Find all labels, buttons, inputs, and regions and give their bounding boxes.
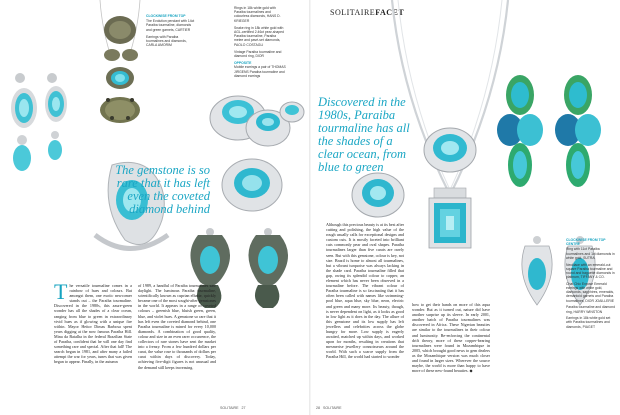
- caption-opposite: Mobile earrings a pair of THOMAS JIRGENS Paraiba tourmaline and diamond earrings: [234, 65, 286, 78]
- left-body-col2: of 1989, a handful of Paraiba tourmalines saw daylight. The luminous Paraiba tourmaline, scientifically known as cuprian elbaite, quickly became one of the most sought-after gemstones in the world. It appears in a range of coveted colours – greenish blue, bluish green, green, blue, and violet hues. A gemstone so rare that it has left even the coveted diamond behind, one Paraiba tourmaline is mined for every 10,000 diamonds. A combination of good quality, colour and size in an even rarer occurrence, the collectors of rare stones have sent the market into a frenzy. From a few hundred dollars per carat, the value rose to thousands of dollars per carat within days of discovery. Today, achieving five-digit figures is not unusual and the demand still keeps increasing.: [138, 283, 216, 370]
- caption-dior-joaillerie: Chat Chic Expose Emerald earrings with white gold, diamonds, sapphires, emeralds, demantoid garnets and Paraiba tourmalines, DIOR JOAILLERIE: [566, 281, 615, 303]
- end-mark-icon: ◆: [469, 368, 473, 374]
- right-caption-heading: CLOCKWISE FROM TOP CENTRE: [566, 238, 606, 247]
- section-header: SOLITAIREFACET: [330, 8, 405, 17]
- right-captions: [566, 238, 616, 329]
- right-body-col2: how to get their hands on more of this aqua wonder. But as it turned out, nature did have another surprise up its sleeve. In early 2001, another batch of Paraiba tourmalines was discovered in Africa. These Nigerian beauties are similar to the tourmalines in their colour and luminosity. Re-enforcing the continental drift theory, more of these copper-bearing tourmalines were found in Mozambique in 2005, which brought good news to gem dealers as the Mozambique version was much closer and found in larger sizes. Wherever the source maybe, the world is more than happy to have more of these new-found beauties. ◆: [412, 302, 490, 374]
- caption-piaget: Earrings in 18k white gold set with Paraiba tourmalines and diamonds, PIAGET: [566, 316, 611, 329]
- caption-paolo-costagli: Snake ring in 18k white gold with AGL-certified 2.46ct pear-shaped Paraiba tourmaline, Paraiba melee and pavé-set diamonds, PAOLO COSTAGLI: [234, 25, 284, 47]
- caption-opposite-heading: OPPOSITE: [234, 61, 252, 66]
- caption-hans-krieger: Rings in 18k white gold with Paraiba tourmalines and colourless diamonds, HANS D. KRIEGER: [234, 6, 281, 23]
- right-folio: 28 SOLITAIRE: [316, 406, 342, 410]
- caption-dior: Vintage Paraiba tourmaline and diamond ring, DIOR: [234, 49, 282, 59]
- left-body-col1: The versatile tourmaline comes in a rainbow of hues and colours. But amongst them, one exotic newcomer stands out – the Paraiba tourmaline. Discovered in the 1980s, this azure-green wonder has all the shades of a clear ocean, ranging from blue to green in extraordinary vivid hues as if glowing with a unique fire within. Mayor Heitor Dimas Barbosa spent years digging at the now famous Paraiba Hill. Mina da Batalha in the federal Brazilian State of Paraiba, confident that he will one day find something rare and special. After that fall! The search began in 1981, and after many a failed attempt the war for years, tunes that was given began to appear. Finally, in the autumn: [54, 279, 132, 365]
- caption-tiffany: Necklace with an emerald-cut square Paraiba tourmaline and round and baguette diamonds in platinum, TIFFANY & CO.: [566, 262, 615, 280]
- caption-heading: CLOCKWISE FROM TOP: [146, 14, 186, 18]
- caption-harry-winston: Paraiba tourmaline and diamond ring, HARRY WINSTON: [566, 305, 616, 314]
- left-folio: SOLITAIRE 27: [220, 406, 246, 410]
- caption-carla-amorim: Earrings with Paraiba tourmalines and diamonds, CARLA AMORIM: [146, 34, 187, 48]
- right-body-col1: Although this precious beauty is at its best after cutting and polishing, the high value of the rough usually calls for exceptional designs and custom cuts. It is mostly faceted into brilliant cuts commonly pear and oval shapes. Paraiba tourmalines larger than five carats are rarely seen. But with this gemstone, colour is key, not size. Brazil is home to almost all tourmalines, but a vibrant turquoise was always lacking in the shade card. Paraiba tourmaline filled that gap, owing its splendid colour to copper, an element which has never been observed in a tourmaline before. The vibrant colour of Paraiba tourmaline is so fascinating that it has often been called with names like swimming-pool blue, aqua blue, sky blue, neon, electric and green and many more. Its beauty, though, is never dependent on light, as it looks as good in low light as it does in the day. The allure of this gemstone and its low supply has left jewellers and celebrities across the globe hungry for more. Low supply is eagerly awaited, matched up within days, and worked upon for months, resulting in creations that mesmerise jewellery connoisseurs around the world. With such a scarce supply from the Paraiba Hill, the world had started to wonder: [326, 222, 404, 360]
- right-pull-quote: Discovered in the 1980s, Paraiba tourmaline has all the shades of a clear ocean, from blue to green: [318, 95, 410, 174]
- left-pull-quote: The gemstone is so rare that it has left even the coveted diamond behind: [115, 163, 210, 216]
- drop-cap: T: [54, 279, 68, 304]
- caption-sutra: Ring with 11ct Paraiba tourmalines and 1ct diamonds in white gold, SUTRA: [566, 247, 615, 260]
- caption-cartier: The Evolution pendant with 14ct Paraiba tourmaline, diamonds and green garnets, CARTIER: [146, 19, 195, 32]
